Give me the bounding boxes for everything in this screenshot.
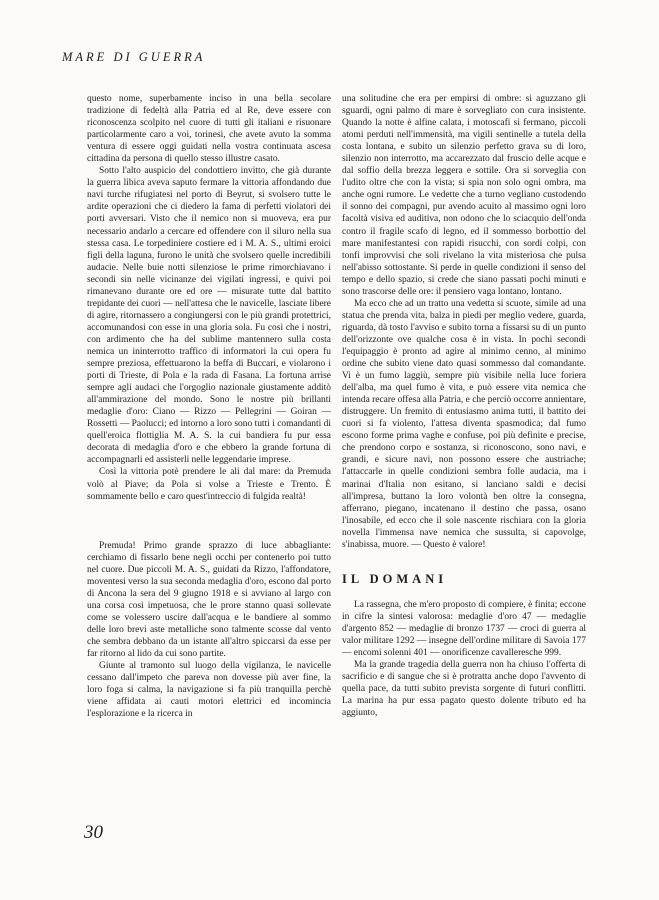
paragraph: Sotto l'alto auspicio del condottiero invitto, che già durante la guerra libica aveva saputo fermare la vittoria affondando due navi turche rifugiatesi nel porto di Beyrut, si svolsero tutte le ardite operazioni che ci diedero la fama di perfetti violatori dei porti avversari. Visto che il nemico non si muoveva, era pur necessario andarlo a cercare ed offendere con il siluro nella sua stessa casa. Le torpediniere costiere ed i M. A. S., ultimi eroici figli della laguna, furono le unità che svolsero quelle incredibili audacie. Nelle buie notti silenziose le prime rimorchiavano i secondi sin nelle vicinanze dei vigilati ingressi, e quivi poi rimanevano durante ore ed ore — misurate tutte dal battito trepidante dei cuori — nell'attesa che le navicelle, lasciate libere di agire, ritornassero a congiungersi con le più grandi protettrici, accomunandosi con esse in una gloria sola. Fu così che i nostri, con ardimento che ha del sublime mantennero sulla costa nemica un ininterrotto traffico di informatori la cui opera fu sempre preziosa, effettuarono la beffa di Buccari, e violarono i porti di Trieste, di Pola e la rada di Fasana. La fortuna arrise sempre agli audaci che l'orgoglio nazionale giustamente additò all'ammirazione del mondo. Sono le nostre più brillanti medaglie d'oro: Ciano — Rizzo — Pellegrini — Goiran — Rossetti — Paolucci; ed intorno a loro sono tutti i comandanti di quell'eroica flottiglia M. A. S. la cui bandiera fu pur essa decorata di medaglia d'oro e che ebbero la grande fortuna di accompagnarli ed assisterli nelle leggendarie imprese. — [87, 166, 331, 466]
paragraph: Premuda! Primo grande sprazzo di luce abbagliante: cerchiamo di fissarlo bene negli occhi per contenerlo poi tutto nel cuore. Due piccoli M. A. S., guidati da Rizzo, l'affondatore, moventesi verso la sua seconda medaglia d'oro, escono dal porto di Ancona la sera del 9 giugno 1918 e si avviano al largo con una corsa così impetuosa, che le prore stanno quasi sollevate come se volessero uscire dall'acqua e le bandiere al sommo delle loro brevi aste metalliche sono talmente scosse dal vento che sembra debbano da un istante all'altro spiccarsi da esse per far ritorno al lido da cui sono partite. — [87, 540, 331, 660]
running-head: MARE DI GUERRA — [62, 50, 206, 64]
paragraph: La rassegna, che m'ero proposto di compiere, è finita; eccone in cifre la sintesi valorosa: medaglie d'oro 47 — medaglie d'argento 852 — medaglie di bronzo 1737 — croci di guerra al valor militare 1292 — insegne dell'ordine militare di Savoia 177 — encomi solenni 401 — onorificenze cavalleresche 999. — [342, 599, 586, 659]
page-number: 30 — [84, 822, 103, 843]
paragraph: Ma la grande tragedia della guerra non ha chiuso l'offerta di sacrificio e di sangue che si è protratta anche dopo l'avvento di quella pace, da tutti subito prevista sorgente di futuri conflitti. La marina ha pur essa pagato questo dolente tributo ed ha aggiunto, — [342, 660, 586, 719]
paragraph-gap — [87, 503, 331, 540]
paragraph: Giunte al tramonto sul luogo della vigilanza, le navicelle cessano dall'impeto che pareva non dovesse più aver fine, la loro foga si calma, la navigazione si fa più tranquilla perchè viene affidata ai cauti motori elettrici ed incomincia l'esplorazione e la ricerca in — [87, 661, 331, 720]
left-column — [87, 93, 331, 720]
paragraph: Così la vittoria potè prendere le ali dal mare: da Premuda volò al Piave; da Pola si volse a Trieste e Trento. È sommamente bello e caro quest'intreccio di fulgida realtà! — [87, 467, 331, 502]
right-column — [342, 93, 586, 719]
paragraph: Ma ecco che ad un tratto una vedetta si scuote, simile ad una statua che prenda vita, balza in piedi per meglio vedere, guarda, riguarda, dà tosto l'avviso e subito torna a fissarsi su di un punto dell'orizzonte ove qualche cosa è in vista. In pochi secondi l'equipaggio è pronto ad agire al minimo cenno, al minimo ordine che subito viene dato quasi sommesso dal comandante. Vi è un fumo laggiù, sempre più visibile nella luce foriera dell'alba, ma quel fumo è vita, e può essere vita nemica che intenda recare offesa alla Patria, e che perciò occorre annientare, distruggere. Un fremito di entusiasmo anima tutti, il battito dei cuori si fa violento, l'attesa diventa spasmodica; dal fumo escono forme prima vaghe e confuse, poi più definite e precise, che prendono corpo e sostanza, si riconoscono, sono navi, e grandi, e sicure navi, non possono essere che austriache; l'attaccarle in quelle condizioni sembra folle audacia, ma i marinai d'Italia non esitano, si lanciano saldi e decisi all'impresa, buttano la loro volontà ben oltre la consegna, afferrano, piegano, incatenano il destino che passa, osano l'inosabile, ed ecco che il sole nascente rischiara con la gloria novella l'immensa nave nemica che sussulta, si capovolge, s'inabissa, muore. — Questo è valore! — [342, 298, 586, 550]
paragraph: questo nome, superbamente inciso in una bella secolare tradizione di fedeltà alla Patria ed al Re, deve essere con riconoscenza scolpito nel cuore di tutti gli italiani e risuonare particolarmente caro a voi, torinesi, che avete avuto la somma ventura di essere oggi guidati nella vostra continuata ascesa cittadina da persona di quello stesso illustre casato. — [87, 94, 331, 165]
section-heading: IL DOMANI — [342, 571, 448, 586]
paragraph: una solitudine che era per empirsi di ombre: si aguzzano gli sguardi, ogni palmo di mare è sorvegliato con cura insistente. Quando la notte è alfine calata, i motoscafi si fermano, piccoli atomi perduti nell'immensità, ma vigili sentinelle a tutela della costa lontana, e subito un silenzio perfetto grava su di loro, silenzio non interrotto, ma accarezzato dal fruscio delle acque e dal soffio della brezza leggera e sottile. Ora si sorveglia con l'udito oltre che con la vista; si spia non solo ogni ombra, ma anche ogni rumore. Le vedette che a turno vegliano custodendo il sonno dei compagni, pur avendo acuito al massimo ogni loro facoltà visiva ed auditiva, non odono che lo sciacquio dell'onda contro il fragile scafo di legno, ed il sommesso borbottio del mare manifestantesi con rapidi risucchi, con sordi colpi, con tonfi improvvisi che soli rivelano la vita misteriosa che pulsa nell'abisso sottostante. Si perde in quelle condizioni il senso del tempo e dello spazio, si crede che siano passati pochi minuti e sono trascorse delle ore: il pensiero vaga lontano, lontano. — [342, 94, 586, 297]
